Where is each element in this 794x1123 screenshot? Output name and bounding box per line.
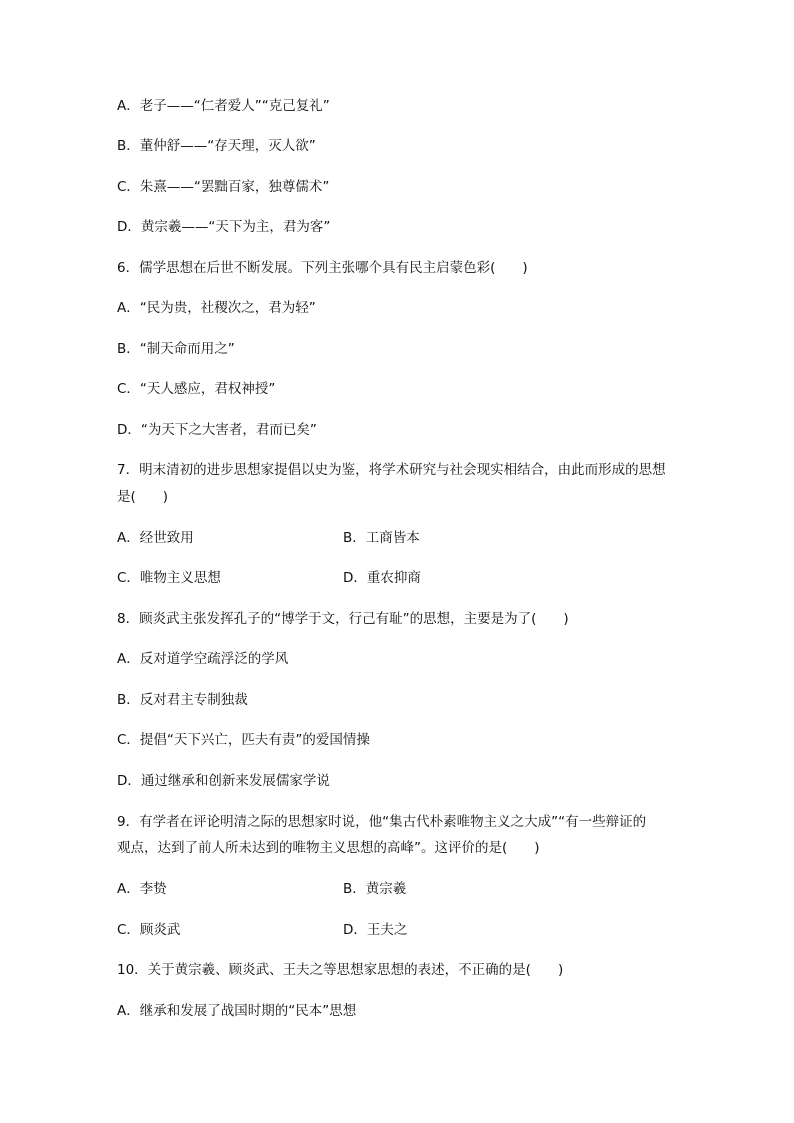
q6-option-c: C．“天人感应，君权神授” — [117, 381, 276, 397]
q8-option-d: D．通过继承和创新来发展儒家学说 — [117, 773, 330, 789]
q8-option-b: B．反对君主专制独裁 — [117, 692, 248, 708]
q9-option-d: D．王夫之 — [343, 922, 408, 938]
q7-option-a: A．经世致用 — [117, 530, 194, 546]
q8-option-c: C．提倡“天下兴亡，匹夫有责”的爱国情操 — [117, 732, 370, 748]
q6-option-a: A．“民为贵，社稷次之，君为轻” — [117, 300, 316, 316]
q8-stem: 8．顾炎武主张发挥孔子的“博学于文，行己有耻”的思想，主要是为了( ) — [117, 611, 569, 627]
q7-stem-line1: 7．明末清初的进步思想家提倡以史为鉴，将学术研究与社会现实相结合，由此而形成的思想 — [117, 462, 666, 478]
q5-option-a: A．老子——“仁者爱人”“克己复礼” — [117, 98, 330, 114]
q6-option-d: D．“为天下之大害者，君而已矣” — [117, 422, 317, 438]
q7-option-d: D．重农抑商 — [343, 570, 421, 586]
q10-stem: 10．关于黄宗羲、顾炎武、王夫之等思想家思想的表述，不正确的是( ) — [117, 962, 564, 978]
q9-stem-line2: 观点，达到了前人所未达到的唯物主义思想的高峰”。这评价的是( ) — [117, 840, 540, 856]
q5-option-c: C．朱熹——“罢黜百家，独尊儒术” — [117, 179, 330, 195]
q5-option-b: B．董仲舒——“存天理，灭人欲” — [117, 138, 316, 154]
q6-option-b: B．“制天命而用之” — [117, 341, 235, 357]
q10-option-a: A．继承和发展了战国时期的“民本”思想 — [117, 1003, 357, 1019]
q7-option-b: B．工商皆本 — [343, 530, 420, 546]
q7-option-c: C．唯物主义思想 — [117, 570, 221, 586]
q9-option-b: B．黄宗羲 — [343, 881, 407, 897]
q7-stem-line2: 是( ) — [117, 489, 169, 505]
q5-option-d: D．黄宗羲——“天下为主，君为客” — [117, 219, 331, 235]
q9-stem-line1: 9．有学者在评论明清之际的思想家时说，他“集古代朴素唯物主义之大成”“有一些辩证的 — [117, 814, 647, 830]
q9-option-a: A．李贽 — [117, 881, 167, 897]
q6-stem: 6．儒学思想在后世不断发展。下列主张哪个具有民主启蒙色彩( ) — [117, 260, 528, 276]
q8-option-a: A．反对道学空疏浮泛的学风 — [117, 651, 289, 667]
q9-option-c: C．顾炎武 — [117, 922, 181, 938]
